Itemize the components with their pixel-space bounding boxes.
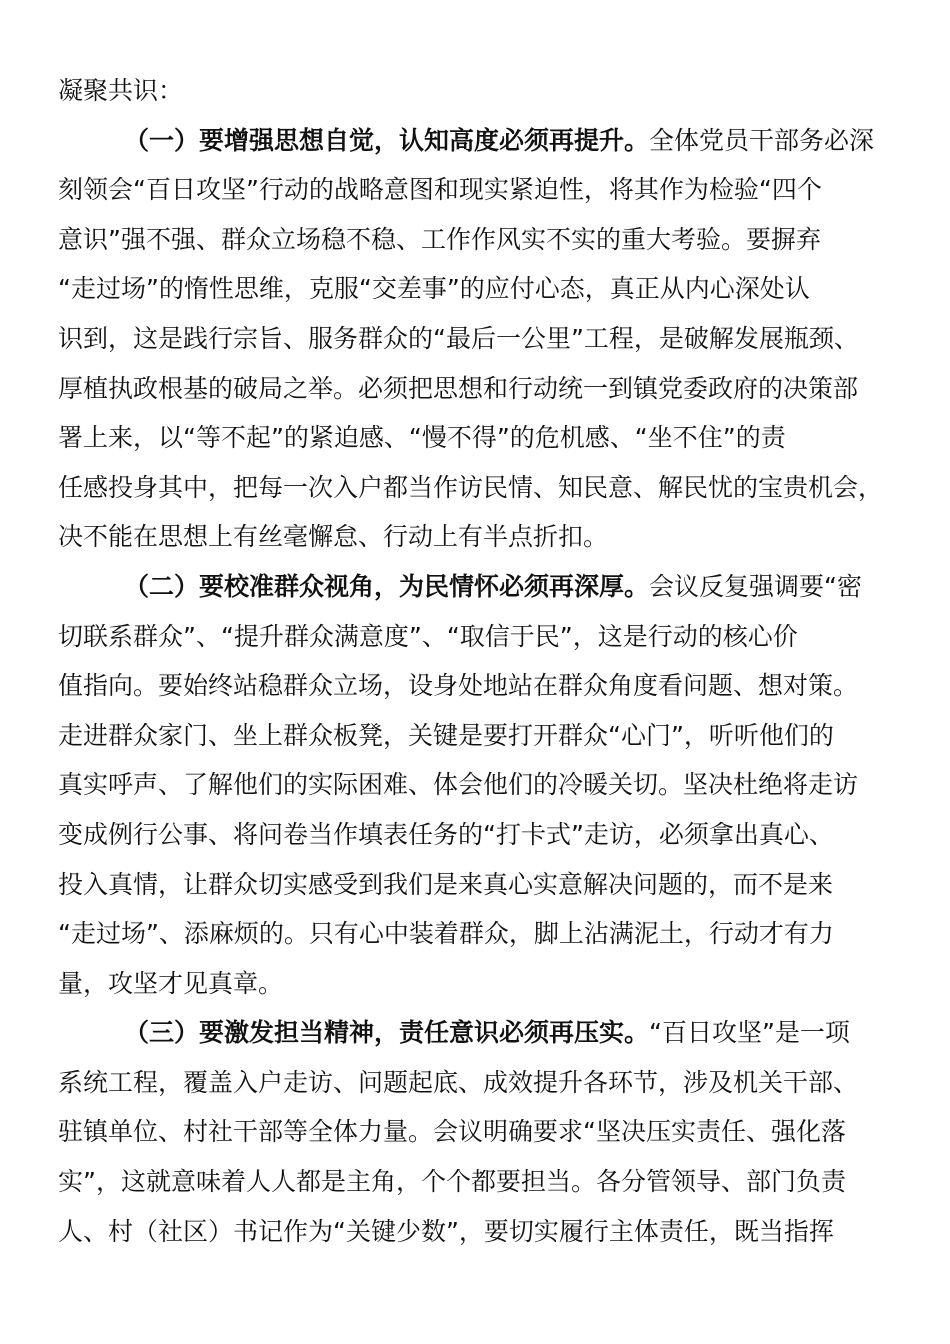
section-1-line-2: 意识”强不强、群众立场稳不稳、工作作风实不实的重大考验。要摒弃 xyxy=(58,224,821,254)
section-1-line-4: 识到，这是践行宗旨、服务群众的“最后一公里”工程，是破解发展瓶颈、 xyxy=(58,323,859,353)
section-1-line-8: 决不能在思想上有丝毫懈怠、行动上有半点折扣。 xyxy=(58,522,609,552)
section-3-line-2: 驻镇单位、村社干部等全体力量。会议明确要求“坚决压实责任、强化落 xyxy=(58,1117,846,1147)
section-3-first-line xyxy=(58,1008,900,1058)
section-1-line-5: 厚植执政根基的破局之举。必须把思想和行动统一到镇党委政府的决策部 xyxy=(58,373,859,403)
section-2-line-6: 投入真情，让群众切实感受到我们是来真心实意解决问题的，而不是来 xyxy=(58,869,834,899)
section-3-line-0: “百日攻坚”是一项 xyxy=(649,1018,850,1048)
section-2-line-3: 走进群众家门、坐上群众板凳，关键是要打开群众“心门”，听听他们的 xyxy=(58,720,834,750)
section-2-line-2: 值指向。要始终站稳群众立场，设身处地站在群众角度看问题、想对策。 xyxy=(58,671,859,701)
section-2-line-4: 真实呼声、了解他们的实际困难、体会他们的冷暖关切。坚决杜绝将走访 xyxy=(58,770,859,800)
section-3-line-4: 人、村（社区）书记作为“关键少数”，要切实履行主体责任，既当指挥 xyxy=(58,1216,834,1246)
section-1-line-0: 全体党员干部务必深 xyxy=(649,125,875,155)
section-2-first-line xyxy=(58,562,900,612)
document-page xyxy=(58,66,900,1256)
section-2-line-0: 会议反复强调要“密 xyxy=(649,571,862,601)
section-3-line-3: 实”，这就意味着人人都是主角，个个都要担当。各分管领导、部门负责 xyxy=(58,1167,846,1197)
section-3-heading: （三）要激发担当精神，责任意识必须再压实。 xyxy=(124,1018,650,1048)
section-2-line-1: 切联系群众”、“提升群众满意度”、“取信于民”，这是行动的核心价 xyxy=(58,621,798,651)
intro-line: 凝聚共识： xyxy=(58,76,184,105)
section-1-line-6: 署上来，以“等不起”的紧迫感、“慢不得”的危机感、“坐不住”的责 xyxy=(58,423,786,453)
section-2-line-7: “走过场”、添麻烦的。只有心中装着群众，脚上沾满泥土，行动才有力 xyxy=(58,919,834,949)
section-1-heading: （一）要增强思想自觉，认知高度必须再提升。 xyxy=(124,125,650,155)
section-3-line-1: 系统工程，覆盖入户走访、问题起底、成效提升各环节，涉及机关干部、 xyxy=(58,1067,859,1097)
section-1-line-7: 任感投身其中，把每一次入户都当作访民情、知民意、解民忧的宝贵机会， xyxy=(58,472,884,502)
section-2-heading: （二）要校准群众视角，为民情怀必须再深厚。 xyxy=(124,571,650,601)
section-1-first-line xyxy=(58,116,900,166)
section-2-line-5: 变成例行公事、将问卷当作填表任务的“打卡式”走访，必须拿出真心、 xyxy=(58,819,834,849)
section-1-line-1: 刻领会“百日攻坚”行动的战略意图和现实紧迫性，将其作为检验“四个 xyxy=(58,175,822,205)
section-2-line-8: 量，攻坚才见真章。 xyxy=(58,968,284,998)
section-1-line-3: “走过场”的惰性思维，克服“交差事”的应付心态，真正从内心深处认 xyxy=(58,274,810,304)
